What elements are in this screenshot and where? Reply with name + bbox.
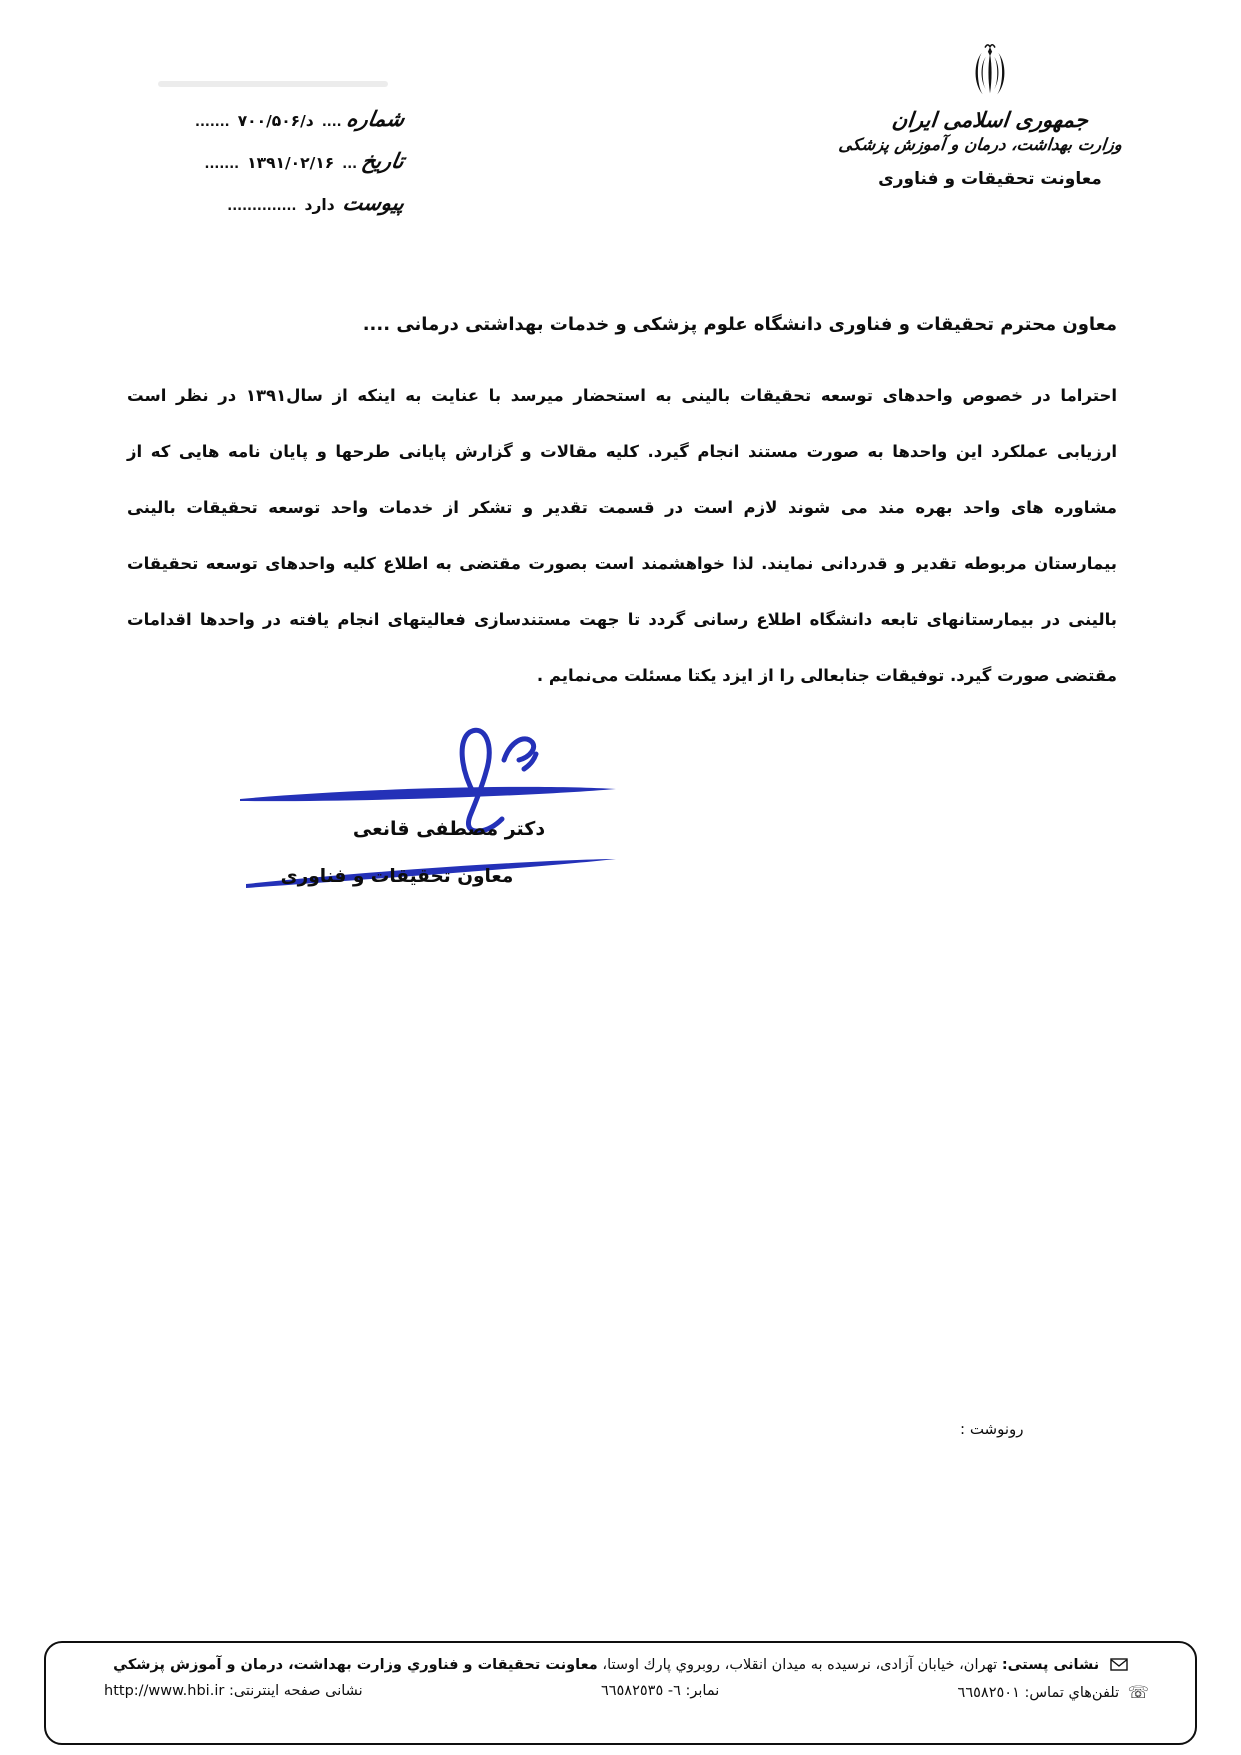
body-line: مشاوره های واحد بهره مند می شوند لازم است در قسمت تقدیر و تشکر از خدمات واحد توسعه تحقیقات بالینی: [127, 498, 1117, 517]
date-value: ۱۳۹۱/۰۲/۱۶: [247, 154, 335, 172]
letterhead: [837, 42, 1123, 189]
website-segment: [104, 1683, 363, 1703]
state-name-calligraphy: جمهوری اسلامی ایران: [890, 108, 1090, 132]
postal-label: نشانی پستی:: [1001, 1657, 1100, 1673]
dotted-rule: .......: [195, 115, 230, 130]
fax-segment: [601, 1683, 719, 1703]
body-line: ارزیابی عملکرد این واحدها به صورت مستند انجام گیرد. کلیه مقالات و گزارش پایانی طرحها و پایان نامه هایی که از: [127, 442, 1117, 461]
phone-label: تلفن‌هاي تماس:: [1024, 1685, 1120, 1701]
handwritten-signature-icon: [212, 648, 650, 896]
phone-segment: [958, 1683, 1149, 1703]
phone-value: ٦٦٥٨٢٥٠١: [957, 1685, 1020, 1701]
body-line: مقتضی صورت گیرد. توفیقات جنابعالی را از ایزد یکتا مسئلت می‌نمایم .: [536, 666, 1117, 685]
reference-attachment-line: [148, 182, 406, 224]
recipient-heading: معاون محترم تحقیقات و فناوری دانشگاه علوم پزشکی و خدمات بهداشتی درمانی ....: [362, 314, 1117, 335]
signatory-name: دکتر مصطفی قانعی: [352, 818, 546, 840]
reference-number-line: [148, 98, 406, 140]
fax-value: ٦- ٦٦٥٨٢٥٣٥: [600, 1683, 681, 1699]
scan-smudge: [158, 81, 388, 87]
date-label: تاریخ: [360, 149, 407, 173]
fax-label: نمابر:: [685, 1683, 720, 1699]
website-label: نشانی صفحه اینترنتی:: [228, 1683, 363, 1699]
attachment-value: دارد: [304, 196, 335, 214]
postal-value: تهران، خیابان آزادی، نرسیده به میدان انقلاب، روبروي پارك اوستا،: [602, 1657, 998, 1673]
number-value: ۷۰۰/د/۵۰۶: [237, 112, 314, 130]
dotted-rule: ..............: [227, 199, 297, 214]
cc-label: رونوشت :: [960, 1420, 1024, 1438]
attachment-label: پیوست: [340, 191, 407, 215]
number-label: شماره: [344, 107, 407, 131]
website-url: http://www.hbi.ir: [104, 1683, 225, 1699]
body-line: بیمارستان مربوطه تقدیر و قدردانی نمایند. لذا خواهشمند است بصورت مقتضی به اطلاع کلیه واحدهای توسعه تحقیقات: [127, 554, 1117, 573]
body-line: احتراما در خصوص واحدهای توسعه تحقیقات بالینی به استحضار میرسد با عنایت به اینکه از سال۱۳۹۱ در نظر است: [127, 386, 1117, 405]
contact-line: [46, 1683, 1195, 1703]
footer-box: [44, 1641, 1197, 1745]
dotted-rule: .......: [204, 157, 240, 172]
ministry-name-calligraphy: وزارت بهداشت، درمان و آموزش پزشکی: [837, 135, 1123, 154]
dotted-rule: ....: [321, 115, 342, 130]
body-line: بالینی در بیمارستانهای تابعه دانشگاه اطلاع رسانی گردد تا جهت مستندسازی فعالیتهای انجام یافته در واحدها اقدامات: [127, 610, 1117, 629]
reference-block: [148, 98, 406, 224]
signatory-title: معاون تحقیقات و فناوری: [280, 866, 514, 887]
postal-address-line: [46, 1657, 1195, 1673]
reference-date-line: [148, 140, 406, 182]
envelope-icon: [1110, 1658, 1128, 1671]
dotted-rule: ...: [342, 157, 358, 172]
iran-national-emblem-icon: [964, 42, 1016, 102]
postal-value-department: معاونت تحقیقات و فناوري وزارت بهداشت، درمان و آموزش پزشكي: [113, 1657, 598, 1673]
telephone-icon: ☏: [1127, 1683, 1149, 1703]
department-name: معاونت تحقیقات و فناوری: [878, 169, 1102, 189]
